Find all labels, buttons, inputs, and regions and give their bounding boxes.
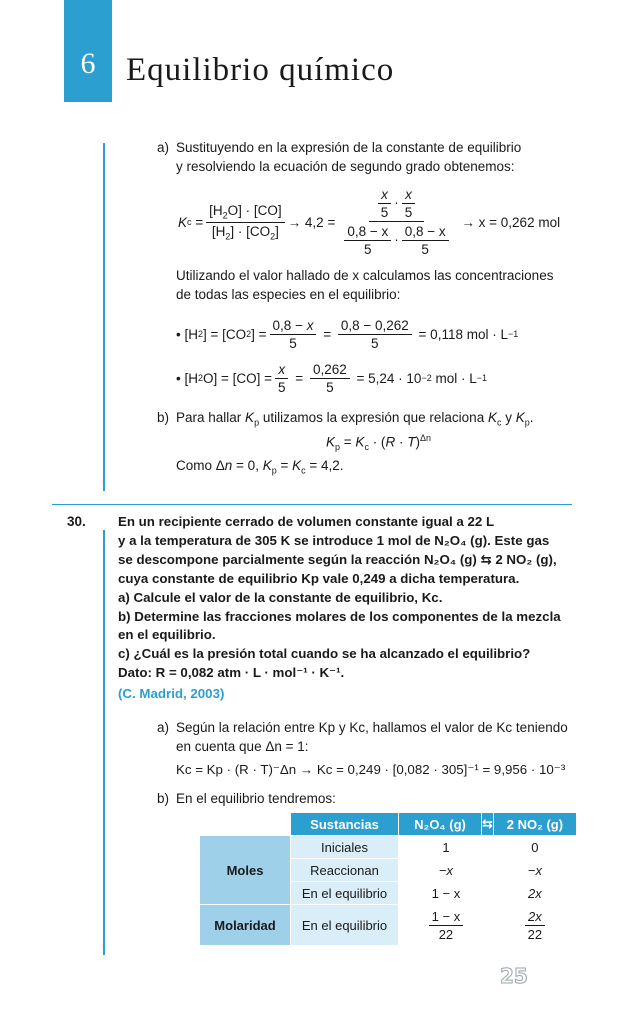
answer-b-label: b) [157, 791, 170, 806]
part-a-line4: de todas las especies en el equilibrio: [176, 287, 401, 302]
table-cell: 1 − x [399, 882, 494, 905]
part-b-label: b) [157, 410, 170, 425]
kc-fraction: $\frac{[H_2O] \cdot [CO]}{[H_2] \cdot [CO_2]}$ [206, 203, 285, 241]
table-cell: −x [493, 859, 576, 882]
table-row: En el equilibrio [291, 905, 399, 946]
question-line: a) Calcule el valor de la constante de equilibrio, Kc. [118, 590, 443, 605]
x-squared-fraction: $\frac{x}{5}$ · $\frac{x}{5}$ $\frac{0,8 - x}{5}$ · $\frac{0,8 - x}{5}$ [338, 187, 454, 257]
question-line: En un recipiente cerrado de volumen constante igual a 22 L [118, 514, 495, 529]
table-cell: $\frac{2x}{22}$ [493, 905, 576, 946]
answer-a-label: a) [157, 720, 170, 735]
col-header-no2: 2 NO₂ (g) [493, 813, 576, 836]
table-row: Iniciales [291, 836, 399, 859]
table-row: Reaccionan [291, 859, 399, 882]
table-cell: −x [399, 859, 494, 882]
question-line: en el equilibrio. [118, 627, 216, 642]
row-header-molaridad: Molaridad [200, 905, 291, 946]
table-row: En el equilibrio [291, 882, 399, 905]
page-number: 25 [500, 964, 528, 988]
bullet-h2o-co: • [H 2 O] = [CO] = $\frac{x}{5}$ = $\frac{0,262}{5}$ = 5,24 · 10 −2 mol · L −1 [176, 361, 487, 395]
answer-a-line2: en cuenta que Δn = 1: [176, 739, 309, 754]
question-number: 30. [67, 514, 86, 529]
question-line: Dato: R = 0,082 atm · L · mol⁻¹ · K⁻¹. [118, 665, 345, 680]
kc-result: → x = 0,262 mol [461, 214, 561, 230]
answer-kc-formula: Kc = Kp · (R · T)⁻Δn → Kc = 0,249 · [0,082 · 305]⁻¹ = 9,956 · 10⁻³ [176, 762, 566, 777]
question-line: y a la temperatura de 305 K se introduce 1 mol de N₂O₄ (g). Este gas [118, 533, 550, 548]
part-a-line3: Utilizando el valor hallado de x calculamos las concentraciones [176, 268, 554, 283]
table-cell: 2x [493, 882, 576, 905]
divider [52, 504, 572, 505]
kc-equation: K c = $\frac{[H_2O] \cdot [CO]}{[H_2] \cdot [CO_2]}$ → 4,2 = $\frac{x}{5}$ · $\frac{x}{5}$ $\frac{0,8 - x}{5}$ · $\frac{0,8 - x}{5}$ → x = 0,262 mol [178, 187, 561, 257]
question-line: b) Determine las fracciones molares de los componentes de la mezcla [118, 609, 561, 624]
equilibrium-arrow: ⇆ [482, 813, 494, 836]
part-a-line2: y resolviendo la ecuación de segundo grado obtenemos: [176, 159, 515, 174]
col-header-sustancias: Sustancias [291, 813, 399, 836]
part-b-line2: Como Δn = 0, $K_p = K_c = 4,2$. [176, 458, 344, 476]
question-line: c) ¿Cuál es la presión total cuando se ha alcanzado el equilibrio? [118, 646, 531, 661]
part-a-line1: Sustituyendo en la expresión de la constante de equilibrio [176, 140, 522, 155]
chapter-number-tab: 6 [64, 0, 112, 102]
answer-b-line: En el equilibrio tendremos: [176, 791, 336, 806]
question-source: (C. Madrid, 2003) [118, 686, 225, 701]
table-cell: $\frac{1 - x}{22}$ [399, 905, 494, 946]
row-header-moles: Moles [200, 836, 291, 905]
chapter-title: Equilibrio químico [126, 52, 395, 88]
answer-a-line1: Según la relación entre Kp y Kc, hallamos el valor de Kc teniendo [176, 720, 568, 735]
margin-bar-top [103, 143, 105, 491]
equilibrium-table [199, 812, 577, 946]
table-cell: 1 [399, 836, 494, 859]
margin-bar-bottom [103, 530, 105, 955]
table-cell: 0 [493, 836, 576, 859]
bullet-h2-co2: • [H 2 ] = [CO 2 ] = $\frac{0,8 - x}{5}$ = $\frac{0,8 - 0,262}{5}$ = 0,118 mol · L −1 [176, 317, 519, 351]
part-b-line1: Para hallar $K_p$ utilizamos la expresión que relaciona $K_c$ y $K_p$. [176, 410, 534, 428]
question-line: cuya constante de equilibrio Kp vale 0,249 a dicha temperatura. [118, 571, 520, 586]
col-header-n2o4: N₂O₄ (g) [399, 813, 482, 836]
part-a-label: a) [157, 140, 170, 155]
kp-formula: $K_p = K_c \cdot (R \cdot T)^{\Delta n}$ [326, 433, 431, 453]
question-line: se descompone parcialmente según la reacción N₂O₄ (g) ⇆ 2 NO₂ (g), [118, 552, 557, 567]
